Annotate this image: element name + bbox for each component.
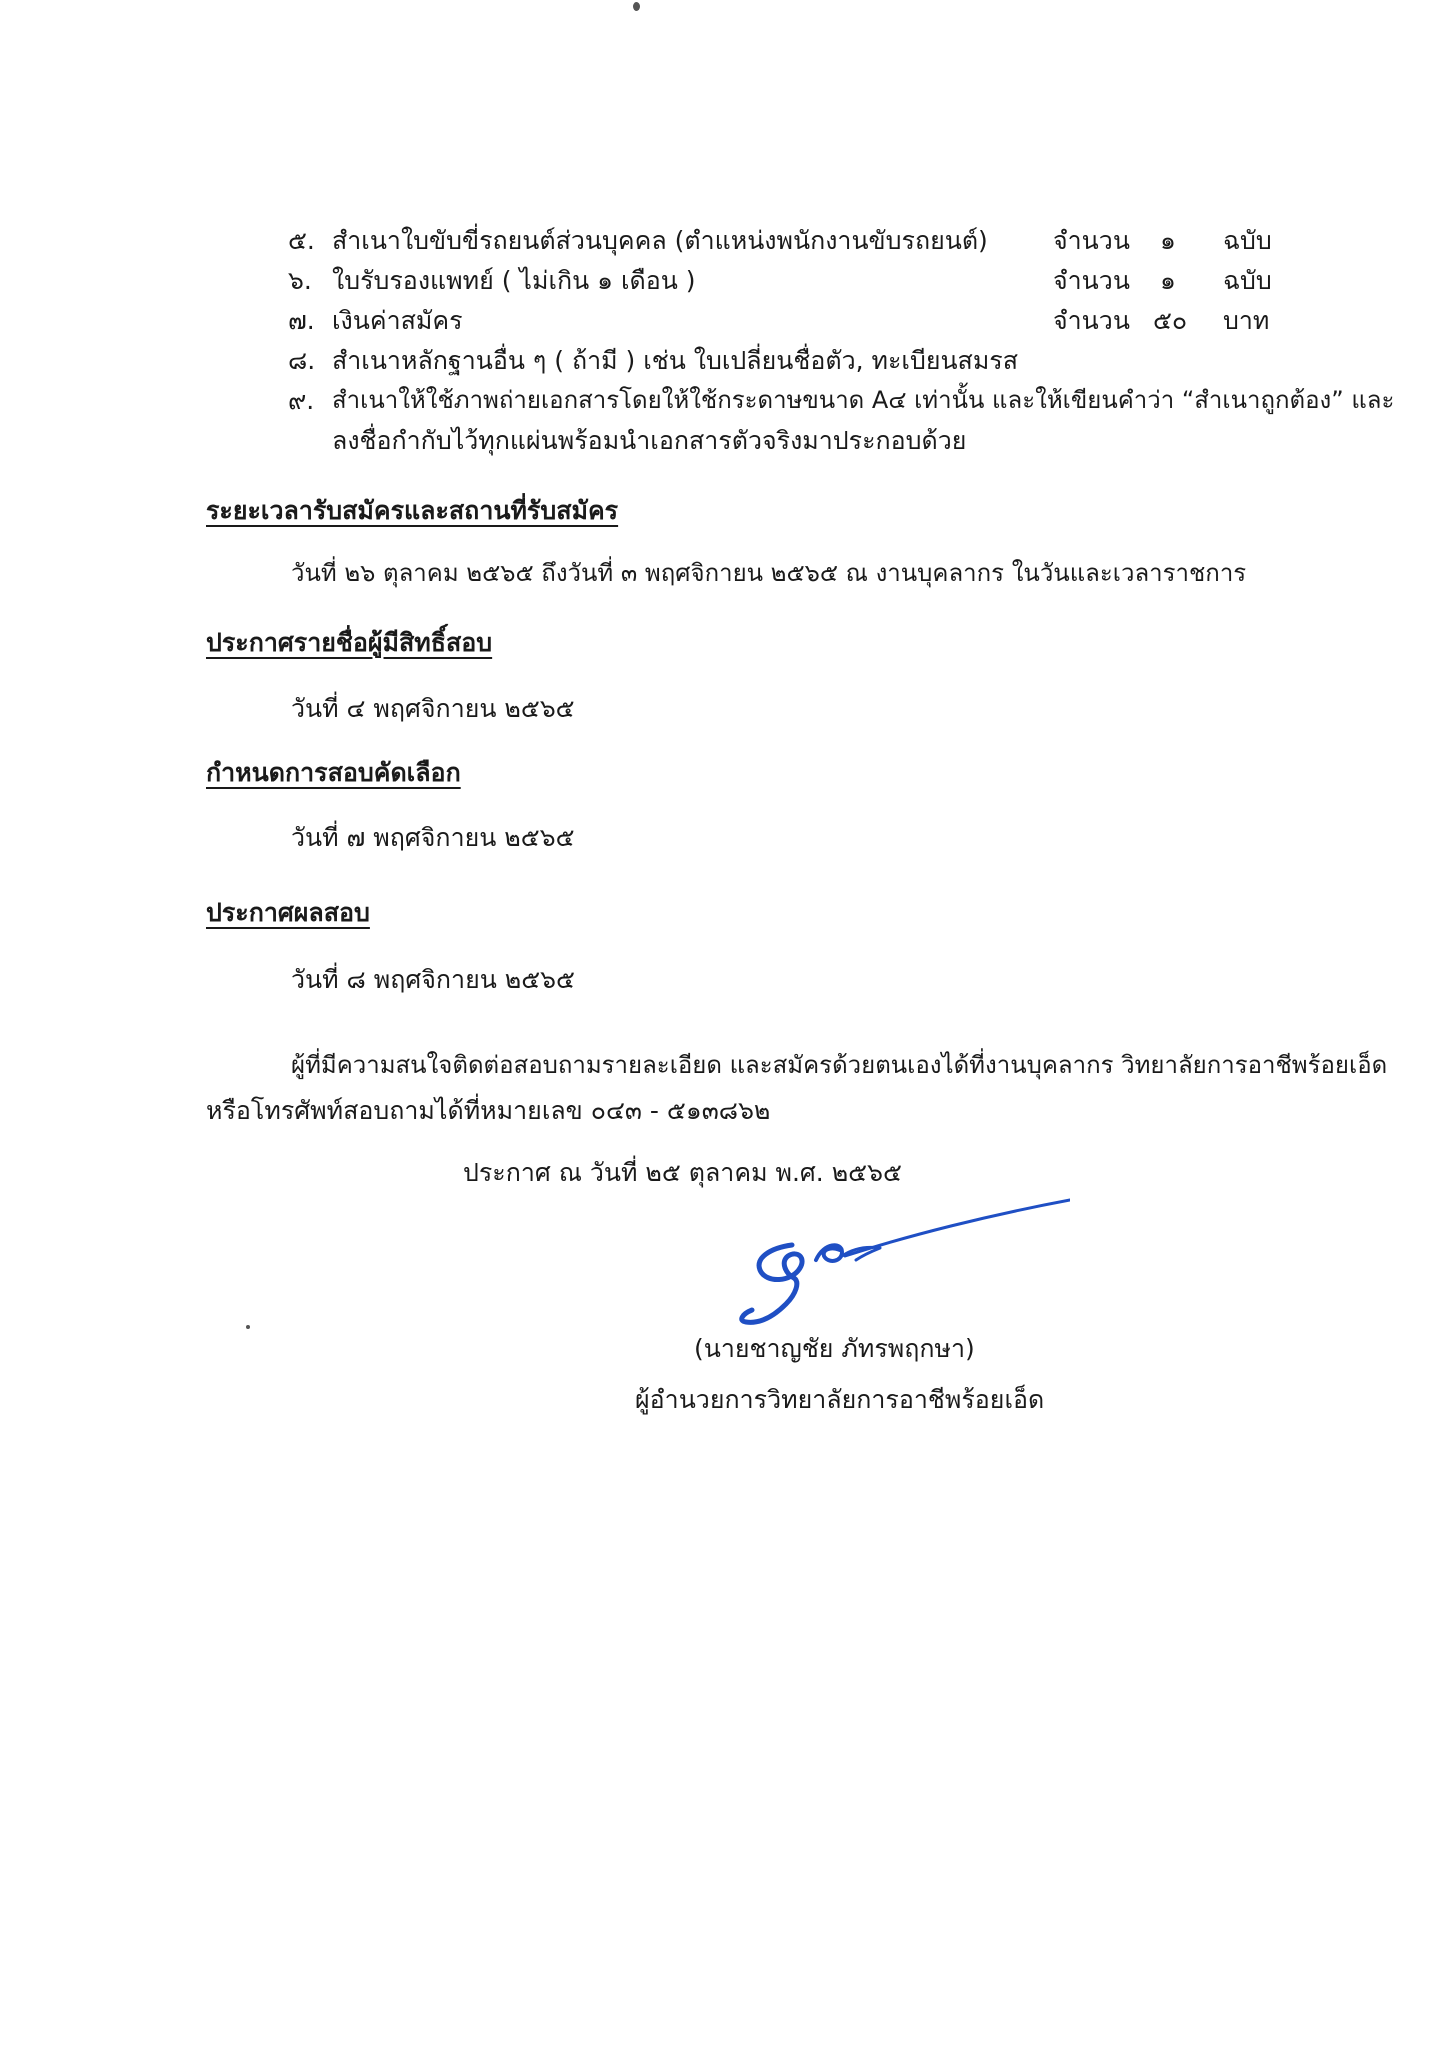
- signature-icon: [730, 1190, 1070, 1340]
- item-text: ใบรับรองแพทย์ ( ไม่เกิน ๑ เดือน ): [332, 266, 696, 295]
- scan-speck: [246, 1325, 250, 1329]
- item-qty-label: จำนวน: [1053, 266, 1130, 295]
- item-number: ๖.: [288, 266, 312, 295]
- item-number: ๕.: [288, 226, 315, 255]
- item-unit: ฉบับ: [1223, 226, 1272, 255]
- item-qty: ๑: [1160, 266, 1176, 295]
- contact-paragraph-line2: หรือโทรศัพท์สอบถามได้ที่หมายเลข ๐๔๓ - ๕๑๓๘๖๒: [206, 1096, 771, 1125]
- item-unit: ฉบับ: [1223, 266, 1272, 295]
- item-text: เงินค่าสมัคร: [332, 306, 463, 335]
- section-heading-eligible-list: ประกาศรายชื่อผู้มีสิทธิ์สอบ: [206, 628, 493, 657]
- signatory-name: (นายชาญชัย ภัทรพฤกษา): [694, 1334, 975, 1363]
- item-text: สำเนาหลักฐานอื่น ๆ ( ถ้ามี ) เช่น ใบเปลี่ยนชื่อตัว, ทะเบียนสมรส: [332, 346, 1018, 375]
- section-body-eligible-list: วันที่ ๔ พฤศจิกายน ๒๕๖๕: [291, 694, 575, 723]
- section-heading-results: ประกาศผลสอบ: [206, 898, 370, 927]
- section-body-results: วันที่ ๘ พฤศจิกายน ๒๕๖๕: [291, 965, 575, 994]
- item-number: ๘.: [288, 346, 316, 375]
- section-heading-application-period: ระยะเวลารับสมัครและสถานที่รับสมัคร: [206, 496, 619, 525]
- item-qty: ๑: [1160, 226, 1176, 255]
- item-number: ๗.: [288, 306, 315, 335]
- item-text: สำเนาให้ใช้ภาพถ่ายเอกสารโดยให้ใช้กระดาษขนาด A๔ เท่านั้น และให้เขียนคำว่า “สำเนาถูกต้อง” และ: [332, 386, 1395, 414]
- item-qty-label: จำนวน: [1053, 306, 1130, 335]
- item-text: สำเนาใบขับขี่รถยนต์ส่วนบุคคล (ตำแหน่งพนักงานขับรถยนต์): [332, 226, 988, 255]
- item-qty: ๕๐: [1153, 306, 1188, 335]
- item-qty-label: จำนวน: [1053, 226, 1130, 255]
- item-text-continued: ลงชื่อกำกับไว้ทุกแผ่นพร้อมนำเอกสารตัวจริงมาประกอบด้วย: [332, 426, 967, 455]
- section-body-exam-date: วันที่ ๗ พฤศจิกายน ๒๕๖๕: [291, 823, 575, 852]
- item-unit: บาท: [1223, 306, 1270, 335]
- item-number: ๙.: [288, 386, 315, 415]
- scan-speck: [633, 2, 640, 11]
- section-heading-exam-date: กำหนดการสอบคัดเลือก: [206, 758, 461, 787]
- contact-paragraph-line1: ผู้ที่มีความสนใจติดต่อสอบถามรายละเอียด และสมัครด้วยตนเองได้ที่งานบุคลากร วิทยาลัยการอาชีพร้อยเอ็ด: [291, 1051, 1388, 1079]
- section-body-application-period: วันที่ ๒๖ ตุลาคม ๒๕๖๕ ถึงวันที่ ๓ พฤศจิกายน ๒๕๖๕ ณ งานบุคลากร ในวันและเวลาราชการ: [291, 559, 1247, 587]
- announcement-date: ประกาศ ณ วันที่ ๒๕ ตุลาคม พ.ศ. ๒๕๖๕: [463, 1158, 902, 1187]
- signatory-title: ผู้อำนวยการวิทยาลัยการอาชีพร้อยเอ็ด: [635, 1385, 1045, 1414]
